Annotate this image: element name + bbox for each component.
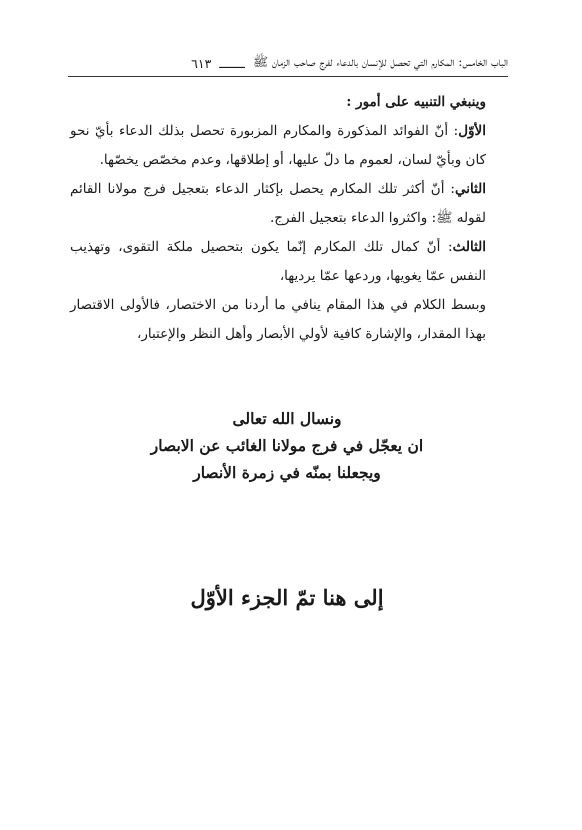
point-second-text: : أنّ أكثر تلك المكارم يحصل بإكثار الدعاء بتعجيل فرج مولانا القائم لقوله ﷺ: واكثروا الدعاء بتعجيل الفرج. <box>70 181 486 226</box>
page-number: ٦١٣ <box>191 55 212 71</box>
point-first-text: : أنّ الفوائد المذكورة والمكارم المزبورة تحصل بذلك الدعاء بأيّ نحو كان وبأيّ لسان، لعموم ما دلّ عليها، أو إطلاقها، وعدم مخصّص يخصّها. <box>70 123 486 168</box>
point-second-label: الثاني <box>454 181 486 197</box>
intro-line: وينبغي التنبيه على أمور : <box>346 94 486 110</box>
prayer-block <box>70 405 504 486</box>
volume-ending: إلى هنا تمّ الجزء الأوّل <box>190 585 384 610</box>
point-second <box>70 175 504 233</box>
main-text <box>70 88 504 349</box>
header-separator: ـــــــ <box>219 55 245 71</box>
point-first-label: الأوّل <box>458 123 486 139</box>
chapter-title: الباب الخامس: المكارم التي تحصل للإنسان بالدعاء لفرج صاحب الزمان ﷺ <box>252 53 508 69</box>
running-head <box>68 50 508 77</box>
point-third-text: : أنّ كمال تلك المكارم إنّما يكون بتحصيل ملكة التقوى، وتهذيب النفس عمّا يغويها، وردعها عمّا يرديها، <box>70 239 486 284</box>
prayer-line-2: ان يعجّل في فرج مولانا الغائب عن الابصار <box>150 436 424 455</box>
prayer-line-1: ونسال الله تعالى <box>232 409 342 428</box>
closing-paragraph: وبسط الكلام في هذا المقام ينافي ما أردنا من الاختصار، فالأولى الاقتصار بهذا المقدار، والإشارة كافية لأولي الأبصار وأهل النظر والإعتبار، <box>70 297 486 342</box>
point-third-label: الثالث <box>452 239 486 255</box>
point-first <box>70 117 504 175</box>
prayer-line-3: ويجعلنا بمنّه في زمرة الأنصار <box>193 463 381 482</box>
point-third <box>70 233 504 291</box>
